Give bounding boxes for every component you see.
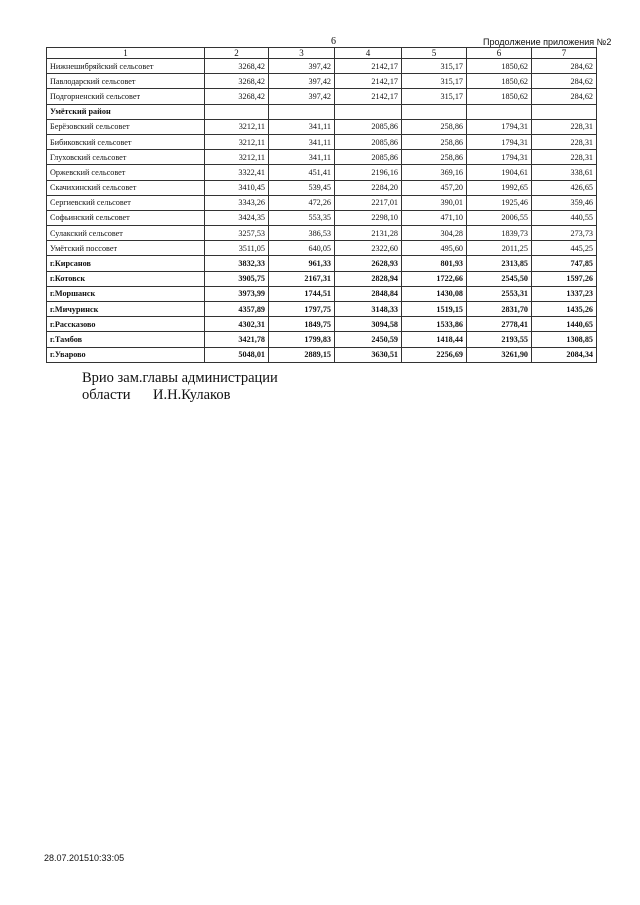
value-cell: 1597,26 bbox=[532, 271, 597, 286]
value-cell: 284,62 bbox=[532, 74, 597, 89]
value-cell: 315,17 bbox=[402, 59, 467, 74]
value-cell: 1799,83 bbox=[269, 332, 335, 347]
value-cell: 2553,31 bbox=[467, 286, 532, 301]
value-cell: 390,01 bbox=[402, 195, 467, 210]
value-cell: 640,05 bbox=[269, 241, 335, 256]
row-name-cell: г.Уварово bbox=[47, 347, 205, 362]
value-cell: 315,17 bbox=[402, 89, 467, 104]
value-cell: 3268,42 bbox=[205, 89, 269, 104]
table-row bbox=[47, 286, 597, 301]
value-cell: 2131,28 bbox=[335, 226, 402, 241]
value-cell: 471,10 bbox=[402, 210, 467, 225]
row-name-cell: Скачихинский сельсовет bbox=[47, 180, 205, 195]
value-cell bbox=[269, 104, 335, 119]
value-cell: 3421,78 bbox=[205, 332, 269, 347]
signature-region: области bbox=[82, 387, 131, 403]
value-cell: 2006,55 bbox=[467, 210, 532, 225]
row-name-cell: Павлодарский сельсовет bbox=[47, 74, 205, 89]
value-cell: 273,73 bbox=[532, 226, 597, 241]
value-cell: 2142,17 bbox=[335, 59, 402, 74]
column-header: 4 bbox=[335, 48, 402, 59]
value-cell: 1794,31 bbox=[467, 119, 532, 134]
value-cell: 338,61 bbox=[532, 165, 597, 180]
value-cell: 2778,41 bbox=[467, 317, 532, 332]
table-row bbox=[47, 210, 597, 225]
row-name-cell: Софьинский сельсовет bbox=[47, 210, 205, 225]
value-cell: 426,65 bbox=[532, 180, 597, 195]
value-cell: 495,60 bbox=[402, 241, 467, 256]
value-cell: 304,28 bbox=[402, 226, 467, 241]
value-cell: 359,46 bbox=[532, 195, 597, 210]
data-table bbox=[46, 47, 597, 363]
value-cell: 2828,94 bbox=[335, 271, 402, 286]
value-cell: 341,11 bbox=[269, 119, 335, 134]
row-name-cell: Глуховский сельсовет bbox=[47, 150, 205, 165]
value-cell: 3268,42 bbox=[205, 59, 269, 74]
page-number: 6 bbox=[331, 36, 336, 47]
value-cell: 4357,89 bbox=[205, 302, 269, 317]
value-cell: 228,31 bbox=[532, 119, 597, 134]
row-name-cell: Подгорненский сельсовет bbox=[47, 89, 205, 104]
value-cell: 3832,33 bbox=[205, 256, 269, 271]
value-cell: 2889,15 bbox=[269, 347, 335, 362]
value-cell: 2848,84 bbox=[335, 286, 402, 301]
table-row bbox=[47, 241, 597, 256]
value-cell: 2142,17 bbox=[335, 89, 402, 104]
value-cell: 258,86 bbox=[402, 134, 467, 149]
value-cell: 3410,45 bbox=[205, 180, 269, 195]
value-cell: 4302,31 bbox=[205, 317, 269, 332]
value-cell: 2085,86 bbox=[335, 134, 402, 149]
value-cell: 341,11 bbox=[269, 134, 335, 149]
row-name-cell: г.Тамбов bbox=[47, 332, 205, 347]
table-row bbox=[47, 317, 597, 332]
table-row bbox=[47, 74, 597, 89]
value-cell: 2167,31 bbox=[269, 271, 335, 286]
value-cell: 386,53 bbox=[269, 226, 335, 241]
table-row bbox=[47, 302, 597, 317]
value-cell: 961,33 bbox=[269, 256, 335, 271]
row-name-cell: г.Кирсанов bbox=[47, 256, 205, 271]
value-cell bbox=[467, 104, 532, 119]
value-cell: 451,41 bbox=[269, 165, 335, 180]
value-cell: 228,31 bbox=[532, 150, 597, 165]
row-name-cell: Бибиковский сельсовет bbox=[47, 134, 205, 149]
value-cell: 2217,01 bbox=[335, 195, 402, 210]
table-row bbox=[47, 134, 597, 149]
table-row bbox=[47, 119, 597, 134]
value-cell: 2628,93 bbox=[335, 256, 402, 271]
value-cell: 1925,46 bbox=[467, 195, 532, 210]
value-cell: 472,26 bbox=[269, 195, 335, 210]
table-row bbox=[47, 104, 597, 119]
table-header-row bbox=[47, 48, 597, 59]
value-cell: 2298,10 bbox=[335, 210, 402, 225]
appendix-label: Продолжение приложения №2 bbox=[483, 37, 612, 47]
value-cell: 3148,33 bbox=[335, 302, 402, 317]
table-row bbox=[47, 271, 597, 286]
value-cell: 2085,86 bbox=[335, 150, 402, 165]
value-cell: 457,20 bbox=[402, 180, 467, 195]
value-cell: 2256,69 bbox=[402, 347, 467, 362]
value-cell: 1850,62 bbox=[467, 74, 532, 89]
value-cell: 3905,75 bbox=[205, 271, 269, 286]
row-name-cell: Умётский район bbox=[47, 104, 205, 119]
value-cell: 1430,08 bbox=[402, 286, 467, 301]
value-cell: 3343,26 bbox=[205, 195, 269, 210]
value-cell: 1992,65 bbox=[467, 180, 532, 195]
value-cell: 315,17 bbox=[402, 74, 467, 89]
value-cell: 539,45 bbox=[269, 180, 335, 195]
signature-title: Врио зам.главы администрации bbox=[82, 370, 278, 386]
column-header: 3 bbox=[269, 48, 335, 59]
value-cell bbox=[335, 104, 402, 119]
column-header: 5 bbox=[402, 48, 467, 59]
value-cell: 1849,75 bbox=[269, 317, 335, 332]
value-cell: 284,62 bbox=[532, 59, 597, 74]
table-row bbox=[47, 89, 597, 104]
value-cell: 397,42 bbox=[269, 89, 335, 104]
value-cell: 2011,25 bbox=[467, 241, 532, 256]
value-cell: 1722,66 bbox=[402, 271, 467, 286]
table-row bbox=[47, 256, 597, 271]
row-name-cell: Нижнешибряйский сельсовет bbox=[47, 59, 205, 74]
table-row bbox=[47, 195, 597, 210]
value-cell bbox=[205, 104, 269, 119]
value-cell: 3212,11 bbox=[205, 119, 269, 134]
value-cell: 3261,90 bbox=[467, 347, 532, 362]
row-name-cell: Сергиевский сельсовет bbox=[47, 195, 205, 210]
table-row bbox=[47, 347, 597, 362]
table-row bbox=[47, 165, 597, 180]
value-cell: 1794,31 bbox=[467, 134, 532, 149]
value-cell: 258,86 bbox=[402, 119, 467, 134]
value-cell: 1337,23 bbox=[532, 286, 597, 301]
value-cell: 1418,44 bbox=[402, 332, 467, 347]
row-name-cell: Оржевский сельсовет bbox=[47, 165, 205, 180]
row-name-cell: Умётский поссовет bbox=[47, 241, 205, 256]
value-cell: 2284,20 bbox=[335, 180, 402, 195]
value-cell: 2313,85 bbox=[467, 256, 532, 271]
signature-name: И.Н.Кулаков bbox=[153, 387, 231, 403]
value-cell: 1850,62 bbox=[467, 89, 532, 104]
row-name-cell: г.Мичуринск bbox=[47, 302, 205, 317]
value-cell: 3094,58 bbox=[335, 317, 402, 332]
value-cell: 2085,86 bbox=[335, 119, 402, 134]
value-cell: 2322,60 bbox=[335, 241, 402, 256]
value-cell: 1797,75 bbox=[269, 302, 335, 317]
value-cell: 1794,31 bbox=[467, 150, 532, 165]
value-cell bbox=[402, 104, 467, 119]
value-cell: 284,62 bbox=[532, 89, 597, 104]
value-cell: 3322,41 bbox=[205, 165, 269, 180]
value-cell: 1435,26 bbox=[532, 302, 597, 317]
value-cell: 747,85 bbox=[532, 256, 597, 271]
row-name-cell: г.Котовск bbox=[47, 271, 205, 286]
value-cell: 2196,16 bbox=[335, 165, 402, 180]
table-row bbox=[47, 226, 597, 241]
value-cell: 397,42 bbox=[269, 74, 335, 89]
column-header: 6 bbox=[467, 48, 532, 59]
table-row bbox=[47, 59, 597, 74]
column-header: 7 bbox=[532, 48, 597, 59]
value-cell: 258,86 bbox=[402, 150, 467, 165]
value-cell: 445,25 bbox=[532, 241, 597, 256]
value-cell: 1308,85 bbox=[532, 332, 597, 347]
value-cell: 2084,34 bbox=[532, 347, 597, 362]
value-cell: 228,31 bbox=[532, 134, 597, 149]
value-cell: 2450,59 bbox=[335, 332, 402, 347]
table-row bbox=[47, 180, 597, 195]
value-cell: 1440,65 bbox=[532, 317, 597, 332]
row-name-cell: Берёзовский сельсовет bbox=[47, 119, 205, 134]
value-cell: 1839,73 bbox=[467, 226, 532, 241]
value-cell: 3973,99 bbox=[205, 286, 269, 301]
value-cell: 369,16 bbox=[402, 165, 467, 180]
value-cell: 2142,17 bbox=[335, 74, 402, 89]
value-cell bbox=[532, 104, 597, 119]
value-cell: 397,42 bbox=[269, 59, 335, 74]
table-row bbox=[47, 332, 597, 347]
value-cell: 1533,86 bbox=[402, 317, 467, 332]
value-cell: 341,11 bbox=[269, 150, 335, 165]
value-cell: 5048,01 bbox=[205, 347, 269, 362]
print-timestamp: 28.07.201510:33:05 bbox=[44, 853, 125, 863]
value-cell: 553,35 bbox=[269, 210, 335, 225]
row-name-cell: Сулакский сельсовет bbox=[47, 226, 205, 241]
value-cell: 3630,51 bbox=[335, 347, 402, 362]
value-cell: 2831,70 bbox=[467, 302, 532, 317]
table-row bbox=[47, 150, 597, 165]
signature-block bbox=[82, 370, 278, 404]
column-header: 1 bbox=[47, 48, 205, 59]
value-cell: 3511,05 bbox=[205, 241, 269, 256]
value-cell: 3268,42 bbox=[205, 74, 269, 89]
row-name-cell: г.Рассказово bbox=[47, 317, 205, 332]
value-cell: 3212,11 bbox=[205, 134, 269, 149]
value-cell: 3212,11 bbox=[205, 150, 269, 165]
value-cell: 2545,50 bbox=[467, 271, 532, 286]
value-cell: 1744,51 bbox=[269, 286, 335, 301]
value-cell: 440,55 bbox=[532, 210, 597, 225]
value-cell: 801,93 bbox=[402, 256, 467, 271]
column-header: 2 bbox=[205, 48, 269, 59]
value-cell: 3424,35 bbox=[205, 210, 269, 225]
value-cell: 1850,62 bbox=[467, 59, 532, 74]
value-cell: 3257,53 bbox=[205, 226, 269, 241]
value-cell: 1519,15 bbox=[402, 302, 467, 317]
value-cell: 1904,61 bbox=[467, 165, 532, 180]
row-name-cell: г.Моршанск bbox=[47, 286, 205, 301]
value-cell: 2193,55 bbox=[467, 332, 532, 347]
